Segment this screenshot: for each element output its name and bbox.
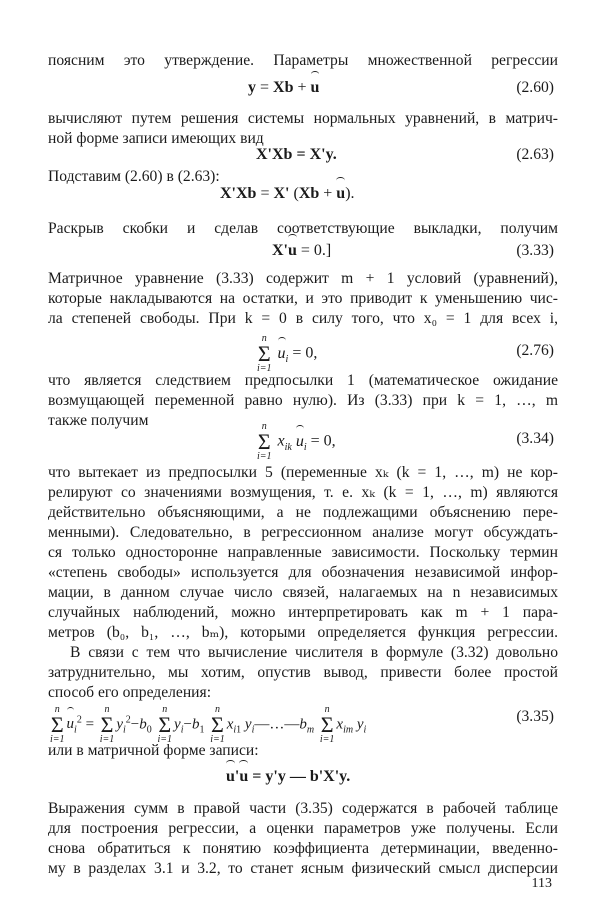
text-line: затруднительно, мы хотим, опустив вывод, привести более простой [48,664,558,681]
text-line: вычисляют путем решения системы нормальных уравнений, в матрич- [48,110,558,127]
text-line: му в разделах 3.1 и 3.2, то станет ясным физический смысл дисперсии [48,860,558,877]
text-line: Подставим (2.60) в (2.63): [48,168,220,185]
equation-matrix-form: u'u = y'y — b'X'y. [226,766,350,788]
text-line: ла степеней свободы. При k = 0 в силу того, что x₀ = 1 для всех i, [48,310,558,327]
equation-number: (2.63) [516,146,554,163]
text-line: Выражения сумм в правой части (3.35) содержатся в рабочей таблице [48,800,558,817]
text-line: менными). Следовательно, в регрессионном анализе могут обсуждать- [48,524,558,541]
text-line: случайных наблюдений, можно интерпретировать как m + 1 пара- [48,604,558,621]
equation-2-63: X'Xb = X'y. [256,146,337,163]
text-line: релируют со значениями возмущения, т. е. xₖ (k = 1, …, m) являются [48,484,558,501]
text-line: способ его определения: [48,684,212,701]
equation-number: (2.76) [516,342,554,359]
text-line: «степень свободы» используется для обозначения независимой инфор- [48,564,558,581]
text-line: возмущающей переменной равно нулю). Из (3.33) при k = 1, …, m [48,392,558,409]
equation-number: (3.34) [516,430,554,447]
text-line: метров (b₀, b₁, …, bₘ), которыми определяется функция регрессии. [48,624,558,641]
text-line: также получим [48,412,149,429]
text-line: Матричное уравнение (3.33) содержит m + 1 условий (уравнений), [48,270,558,287]
text-line: действительно объясняющими, а не подлежащими объяснению пере- [48,504,558,521]
text-line: что вытекает из предпосылки 5 (переменные xₖ (k = 1, …, m) не кор- [48,464,558,481]
text-line: для построения регрессии, а оценки параметров уже получены. Если [48,820,558,837]
text-line: мации, в данном случае число связей, налагаемых на n независимых [48,584,558,601]
sum-lower-limit: i=1 [257,451,272,462]
text-line: Раскрыв скобки и сделав соответствующие выкладки, получим [48,220,558,237]
equation-2-60: y = Xb + u [248,77,319,99]
sum-upper-limit: n [261,421,267,432]
equation-3-33: X'u = 0.] [272,240,331,262]
text-line: или в матричной форме записи: [48,742,259,759]
equation-3-35: n Σ i=1 $u_i^2$ = n Σ i=1 $y_i^2-b_0$ n Σ i=1 $y_i-b_1$ n Σ i=1 $x_{i1}$ $y_i—\dots—b_m$ n Σ i=1 $x_{im}$ $y_i$ [50,704,367,745]
equation-number: (3.35) [516,708,554,725]
text-line: поясним это утверждение. Параметры множественной регрессии [48,52,558,69]
text-line: В связи с тем что вычисление числителя в формуле (3.32) довольно [70,644,558,661]
equation-number: (2.60) [516,79,554,96]
equation-number: (3.33) [516,242,554,259]
text-line: снова обратиться к понятию коэффициента детерминации, введенно- [48,840,558,857]
equation-2-76: n Σ i=1 $u_i = 0$, [257,333,318,374]
sum-upper-limit: n [261,333,267,344]
equation-3-34: n Σ i=1 $x_{ik}$ $u_i = 0$, [257,421,336,462]
page-number: 113 [531,876,552,891]
text-line: которые накладываются на остатки, и это приводит к уменьшению чис- [48,290,558,307]
text-line: ной форме записи имеющих вид [48,130,264,147]
sum-lower-limit: i=1 [257,363,272,374]
text-line: что является следствием предпосылки 1 (математическое ожидание [48,372,558,389]
text-line: ся только односторонне направленные зависимости. Поскольку термин [48,544,558,561]
equation-substitution: X'Xb = X' (Xb + u). [220,183,355,205]
